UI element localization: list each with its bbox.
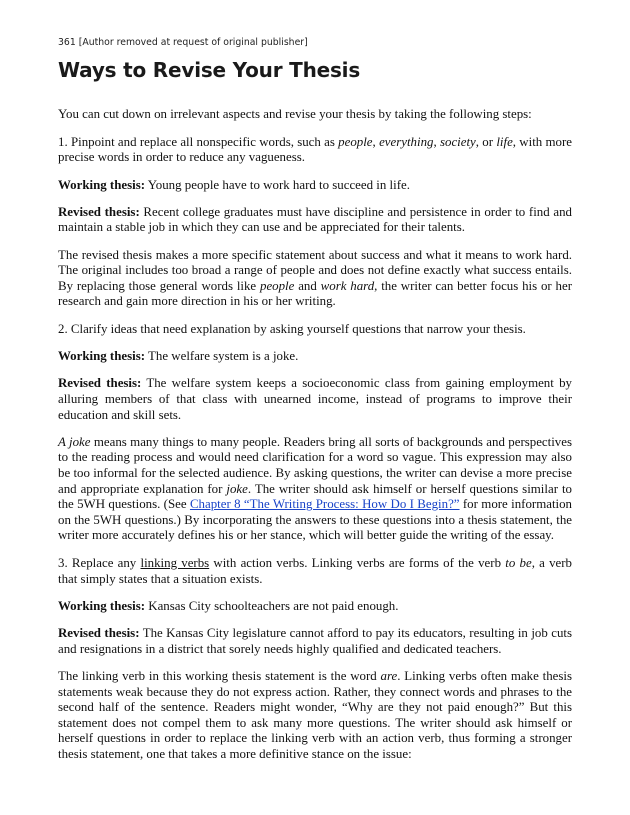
working-thesis-label: Working thesis: [58,598,146,613]
step-2-explanation: A joke means many things to many people. Readers bring all sorts of backgrounds and perspectives to the reading process and would need clarification for a word so vague. This expression may also be too informal for the selected audience. By asking questions, the writer can devise a more precise and appropriate explanation for joke. The writer should ask himself or herself questions similar to the 5WH questions. (See Chapter 8 “The Writing Process: How Do I Begin?” for more information on the 5WH questions.) By incorporating the answers to these questions into a thesis statement, the writer more accurately defines his or her stance, which will better guide the writing of the essay. [58,434,572,543]
step-3-working-thesis: Working thesis: Kansas City schoolteachers are not paid enough. [58,598,399,613]
step-3-explanation: The linking verb in this working thesis statement is the word are. Linking verbs often make thesis statements weak because they do not express action. Rather, they connect words and phrases to the second half of the sentence. Readers might wonder, “Why are they not paid enough?” But this statement does not compel them to ask many more questions. The writer should ask himself or herself questions in order to replace the linking verb with an action verb, thus forming a stronger thesis statement, one that takes a more definitive stance on the issue: [58,668,572,761]
step-3-revised-thesis: Revised thesis: The Kansas City legislature cannot afford to pay its educators, resulting in job cuts and resignations in a district that sorely needs highly qualified and dedicated teachers. [58,626,572,656]
header-attribution: [Author removed at request of original publisher] [78,37,308,48]
step-2-revised-thesis: Revised thesis: The welfare system keeps a socioeconomic class from gaining employment by alluring members of that class with unearned income, instead of programs to improve their education and skill sets. [58,376,572,422]
revised-thesis-label: Revised thesis: [58,204,140,219]
step-1-instruction: 1. Pinpoint and replace all nonspecific words, such as people, everything, society, or life, with more precise words in order to reduce any vagueness. [58,134,572,165]
step-1-revised-thesis: Revised thesis: Recent college graduates must have discipline and persistence in order to find and maintain a stable job in which they can use and be appreciated for their talents. [58,204,572,235]
working-thesis-label: Working thesis: [58,349,146,364]
intro-paragraph: You can cut down on irrelevant aspects and revise your thesis by taking the following steps: [58,107,532,121]
step-1-explanation: The revised thesis makes a more specific statement about success and what it means to work hard. The original includes too broad a range of people and does not define exactly what success entails. By replacing those general words like people and work hard, the writer can better focus his or her research and gain more direction in his or her writing. [58,247,572,309]
step-3-instruction: 3. Replace any linking verbs with action verbs. Linking verbs are forms of the verb to be, a verb that simply states that a situation exists. [58,556,573,586]
working-thesis-label: Working thesis: [58,177,146,192]
linking-verbs-term: linking verbs [140,556,210,571]
revised-thesis-label: Revised thesis: [58,376,142,391]
step-1-working-thesis: Working thesis: Young people have to work hard to succeed in life. [58,177,410,192]
body-text [58,107,572,774]
page-number: 361 [58,37,76,48]
step-2-instruction: 2. Clarify ideas that need explanation by asking yourself questions that narrow your thesis. [58,322,526,337]
revised-thesis-label: Revised thesis: [58,626,140,641]
section-title: Ways to Revise Your Thesis [58,58,361,82]
step-2-working-thesis: Working thesis: The welfare system is a joke. [58,349,299,364]
chapter-8-link[interactable]: Chapter 8 “The Writing Process: How Do I Begin?” [189,497,460,512]
running-header [58,37,308,48]
